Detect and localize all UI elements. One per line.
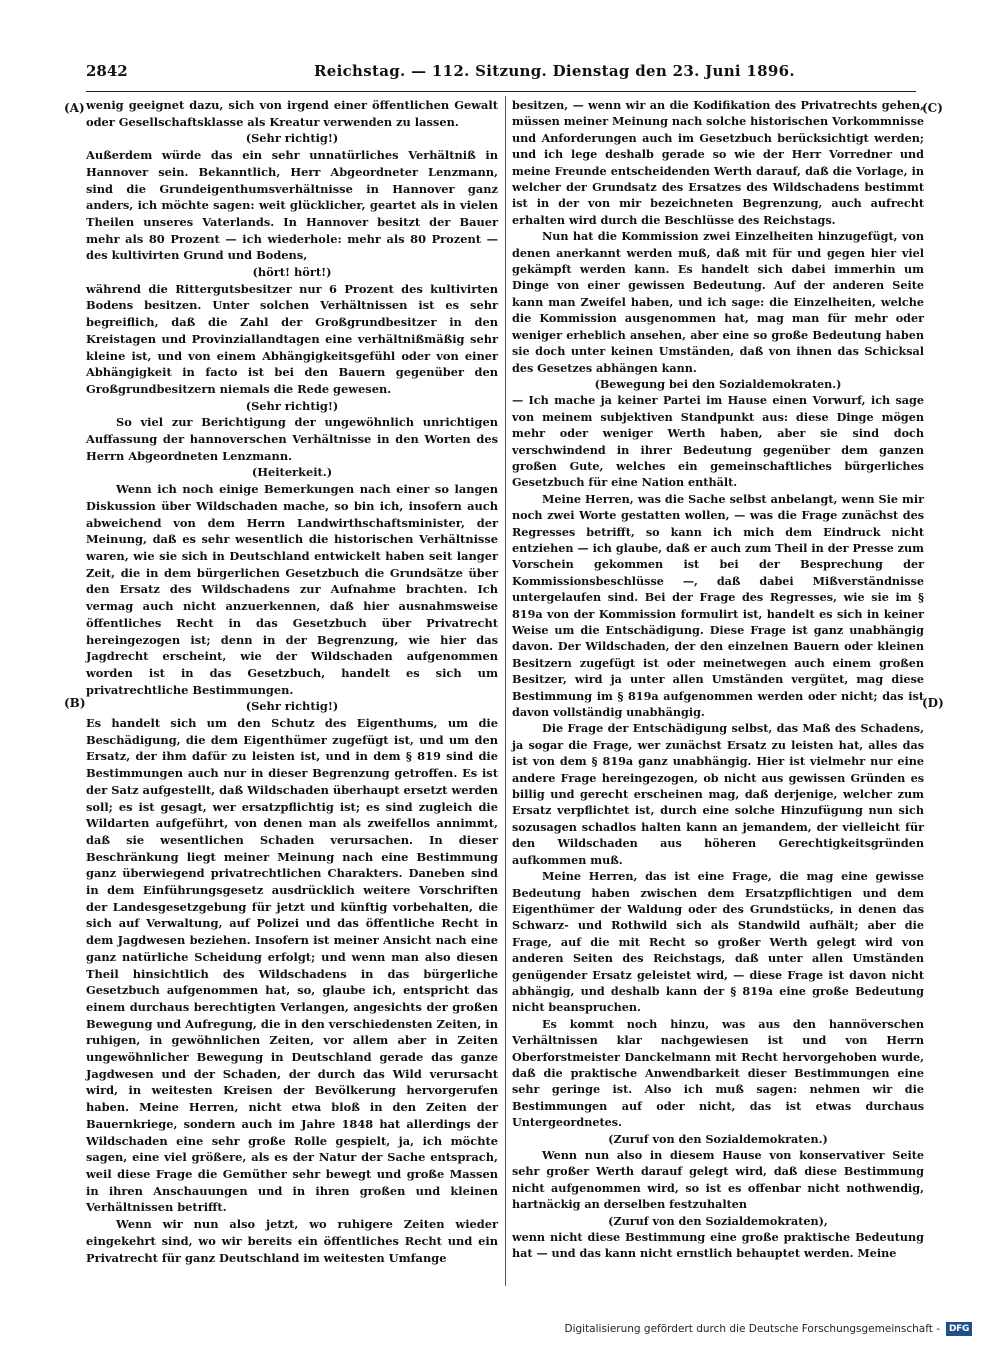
- margin-marker-d: (D): [922, 696, 944, 710]
- margin-marker-c: (C): [922, 101, 943, 115]
- paragraph: besitzen, — wenn wir an die Kodifikation des Privatrechts gehen, müssen meiner Meinung nach solche historischen Vorkommnisse und Anforderungen auch im Gesetzbuch berücksichtigt werden; und ich lege deshalb gerade so wie der Herr Vorredner und meine Freunde entscheidenden Werth darauf, daß die Vorlage, in welcher der Grundsatz des Ersatzes des Wildschadens bestimmt ist in der von mir bezeichneten Begrenzung, auch aufrecht erhalten wird durch die Beschlüsse des Reichstags.: [512, 98, 924, 227]
- footer-text: Digitalisierung gefördert durch die Deutsche Forschungsgemeinschaft -: [564, 1323, 940, 1335]
- interjection: (hört! hört!): [252, 265, 332, 280]
- margin-marker-a: (A): [64, 101, 85, 115]
- paragraph: während die Rittergutsbesitzer nur 6 Prozent des kultivirten Bodens besitzen. Unter solchen Verhältnissen ist es sehr begreiflich, daß die Zahl der Großgrundbesitzer in den Kreistagen und Provinziallandtagen eine verhältnißmäßig sehr kleine ist, und von einem Abhängigkeitsgefühl oder von einer Abhängigkeit in facto ist bei den Bauern gegenüber den Großgrundbesitzern niemals die Rede gewesen.: [86, 281, 498, 396]
- footer-credit: [564, 1322, 972, 1336]
- page-number: 2842: [86, 62, 128, 80]
- paragraph: Wenn nun also in diesem Hause von konservativer Seite sehr großer Werth darauf gelegt wird, daß diese Bestimmung nicht aufgenommen wird, so ist es offenbar nicht nothwendig, hartnäckig an derselben festzuhalten: [512, 1148, 924, 1212]
- dfg-logo: DFG: [946, 1322, 972, 1336]
- interjection: (Sehr richtig!): [245, 398, 339, 413]
- paragraph: wenn nicht diese Bestimmung eine große praktische Bedeutung hat — und das kann nicht ernstlich behauptet werden. Meine: [512, 1230, 924, 1261]
- paragraph: So viel zur Berichtigung der ungewöhnlich unrichtigen Auffassung der hannoverschen Verhältnisse in den Worten des Herrn Abgeordneten Lenzmann.: [86, 415, 498, 463]
- paragraph: Es kommt noch hinzu, was aus den hannöverschen Verhältnissen klar nachgewiesen ist und von Herrn Oberforstmeister Danckelmann mit Recht hervorgehoben wurde, daß die praktische Anwendbarkeit dieser Bestimmungen eine sehr geringe ist. Also ich muß sagen: nehmen wir die Bestimmungen auf oder nicht, das ist etwas durchaus Untergeordnetes.: [512, 1016, 924, 1130]
- paragraph: Wenn ich noch einige Bemerkungen nach einer so langen Diskussion über Wildschaden mache, so bin ich, insofern auch abweichend von dem Herrn Landwirthschaftsminister, der Meinung, daß es sehr wesentlich die historischen Verhältnisse waren, wie sie sich in Deutschland entwickelt haben seit langer Zeit, die in dem bürgerlichen Gesetzbuch die Grundsätze über den Ersatz des Wildschadens zur Aufnahme brachten. Ich vermag auch nicht anzuerkennen, daß hier ausnahmsweise öffentliches Recht in das Gesetzbuch über Privatrecht hereingezogen ist; denn in der Begrenzung, wie hier das Jagdrecht erscheint, wie der Wildschaden aufgenommen worden ist in das Gesetzbuch, handelt es sich um privatrechtliche Bestimmungen.: [86, 482, 498, 697]
- margin-marker-b: (B): [64, 696, 86, 710]
- interjection: (Zuruf von den Sozialdemokraten),: [608, 1213, 828, 1228]
- left-text-column: [86, 97, 498, 1266]
- paragraph: Wenn wir nun also jetzt, wo ruhigere Zeiten wieder eingekehrt sind, wo wir bereits ein öffentliches Recht und ein Privatrecht für ganz Deutschland im weitesten Umfange: [86, 1217, 498, 1265]
- paragraph: wenig geeignet dazu, sich von irgend einer öffentlichen Gewalt oder Gesellschaftsklasse als Kreatur verwenden zu lassen.: [86, 98, 498, 129]
- paragraph: Meine Herren, das ist eine Frage, die mag eine gewisse Bedeutung haben zwischen dem Ersatzpflichtigen und dem Eigenthümer der Waldung oder des Grundstücks, in denen das Schwarz- und Rothwild sich als Standwild aufhält; aber die Frage, auf die mit Recht so großer Werth gelegt wird von anderen Seiten des Reichstags, daß unter allen Umständen genügender Ersatz geleistet wird, — diese Frage ist davon nicht abhängig, und deshalb kann der § 819a eine große Bedeutung nicht beanspruchen.: [512, 869, 924, 1015]
- paragraph: Es handelt sich um den Schutz des Eigenthums, um die Beschädigung, die dem Eigenthümer zugefügt ist, und um den Ersatz, der ihm dafür zu leisten ist, und in dem § 819 sind die Bestimmungen auch nur in dieser Begrenzung getroffen. Es ist der Satz aufgestellt, daß Wildschaden überhaupt ersetzt werden soll; es ist gesagt, wer ersatzpflichtig ist; es sind zugleich die Wildarten aufgeführt, von denen man als zweifellos annimmt, daß sie wesentlichen Schaden verursachen. In dieser Beschränkung liegt meiner Meinung nach eine Bestimmung ganz überwiegend privatrechtlichen Charakters. Daneben sind in dem Einführungsgesetz ausdrücklich weitere Vorschriften der Landesgesetzgebung für jetzt und künftig vorbehalten, die sich auf Verwaltung, auf Polizei und das öffentliche Recht in dem Jagdwesen beziehen. Insofern ist meiner Ansicht nach eine ganz natürliche Scheidung erfolgt; und wenn man also diesen Theil hinsichtlich des Wildschadens in das bürgerliche Gesetzbuch aufgenommen hat, so, glaube ich, entspricht das einem durchaus berechtigten Verlangen, angesichts der großen Bewegung und Aufregung, die in den verschiedensten Zeiten, in ruhigen, in gewöhnlichen Zeiten, vor allem aber in Zeiten ungewöhnlicher Bewegung in Deutschland gerade das ganze Jagdwesen und der Schaden, der durch das Wild verursacht wird, in weitesten Kreisen der Bevölkerung hervorgerufen haben. Meine Herren, nicht etwa bloß in den Zeiten der Bauernkriege, sondern auch im Jahre 1848 hat allerdings der Wildschaden eine sehr große Rolle gespielt, ja, ich möchte sagen, eine viel größere, als es der Natur der Sache entsprach, weil diese Frage die Gemüther sehr bewegt und große Massen in ihren Anschauungen und in ihren großen und kleinen Verhältnissen betrifft.: [86, 716, 498, 1215]
- column-divider: [505, 96, 506, 1286]
- page-header: [86, 62, 916, 86]
- paragraph: — Ich mache ja keiner Partei im Hause einen Vorwurf, ich sage von meinem subjektiven Standpunkt aus: diese Dinge mögen mehr oder weniger Werth haben, aber sie sind doch verschwindend in ihrer Bedeutung gegenüber dem ganzen großen Gute, welches ein gemeinschaftliches bürgerliches Gesetzbuch für eine Nation enthält.: [512, 393, 924, 490]
- paragraph: Die Frage der Entschädigung selbst, das Maß des Schadens, ja sogar die Frage, wer zunächst Ersatz zu leisten hat, alles das ist von dem § 819a ganz unabhängig. Hier ist vielmehr nur eine andere Frage hereingezogen, ob nicht aus gewissen Gründen es billig und gerecht erscheinen mag, daß derjenige, welcher zum Ersatz verpflichtet ist, durch eine solche Hinzufügung nun sich sozusagen schadlos halten kann an jemandem, der vielleicht für den Wildschaden aus höheren Gerechtigkeitsgründen aufkommen muß.: [512, 721, 924, 867]
- right-text-column: [512, 97, 924, 1262]
- interjection: (Heiterkeit.): [251, 465, 333, 480]
- header-rule: [86, 91, 916, 92]
- interjection: (Bewegung bei den Sozialdemokraten.): [594, 376, 842, 391]
- paragraph: Meine Herren, was die Sache selbst anbelangt, wenn Sie mir noch zwei Worte gestatten wollen, — was die Frage zunächst des Regresses betrifft, so kann ich mich dem Eindruck nicht entziehen — ich glaube, daß er auch zum Theil in der Presse zum Vorschein gekommen ist bei der Besprechung der Kommissionsbeschlüsse —, daß dabei Mißverständnisse untergelaufen sind. Bei der Frage des Regresses, wie sie im § 819a von der Kommission formulirt ist, handelt es sich in keiner Weise um die Entschädigung. Diese Frage ist ganz unabhängig davon. Der Wildschaden, der den einzelnen Bauern oder kleinen Besitzern zugefügt ist oder meinetwegen auch einem großen Besitzer, wird ja unter allen Umständen vergütet, mag diese Bestimmung im § 819a aufgenommen werden oder nicht; das ist davon vollständig unabhängig.: [512, 491, 924, 720]
- running-title: Reichstag. — 112. Sitzung. Dienstag den 23. Juni 1896.: [314, 62, 795, 80]
- paragraph: Außerdem würde das ein sehr unnatürliches Verhältniß in Hannover sein. Bekanntlich, Herr Abgeordneter Lenzmann, sind die Grundeigenthumsverhältnisse in Hannover ganz anders, ich möchte sagen: weit glücklicher, geartet als in vielen Theilen unseres Vaterlands. In Hannover besitzt der Bauer mehr als 80 Prozent — ich wiederhole: mehr als 80 Prozent — des kultivirten Grund und Bodens,: [86, 148, 498, 263]
- interjection: (Sehr richtig!): [245, 131, 339, 146]
- interjection: (Zuruf von den Sozialdemokraten.): [608, 1131, 828, 1146]
- paragraph: Nun hat die Kommission zwei Einzelheiten hinzugefügt, von denen anerkannt werden muß, daß mit für und gegen hier viel gekämpft werden kann. Es handelt sich dabei immerhin um Dinge von einer gewissen Bedeutung. Auf der anderen Seite kann man Zweifel haben, und ich sage: die Einzelheiten, welche die Kommission ausgenommen hat, mag man für mehr oder weniger erheblich ansehen, aber eine so große Bedeutung haben sie doch unter keinen Umständen, daß von ihnen das Schicksal des Gesetzes abhängen kann.: [512, 229, 924, 375]
- interjection: (Sehr richtig!): [245, 699, 339, 714]
